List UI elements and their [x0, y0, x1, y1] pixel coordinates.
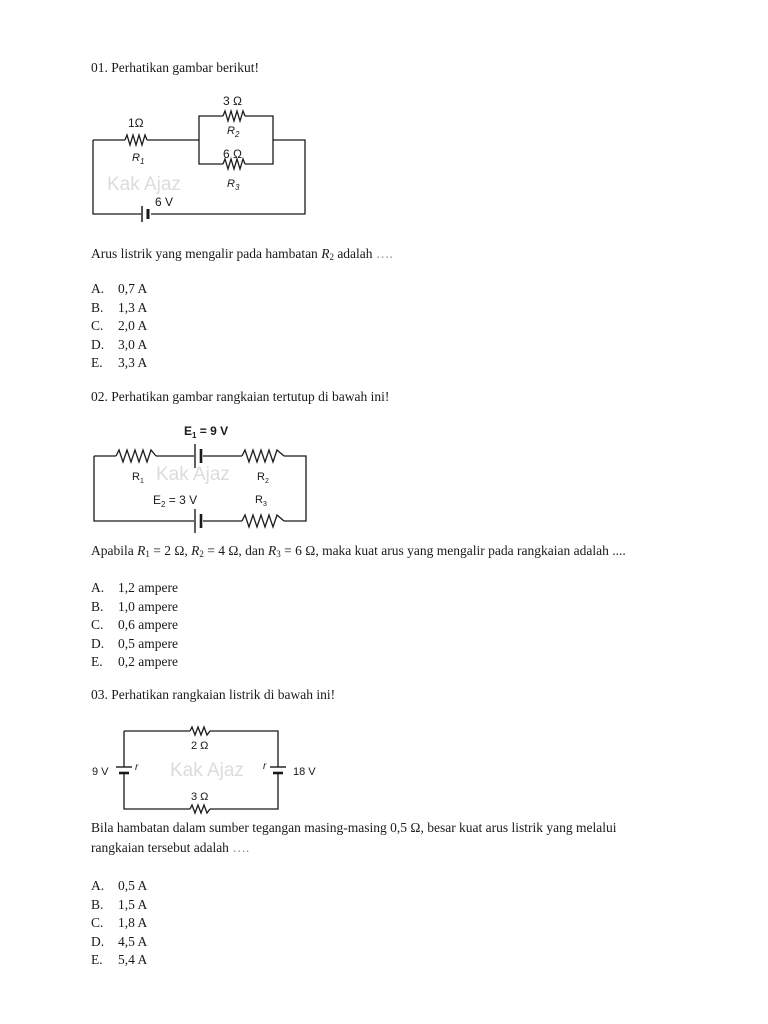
q1-r3-name: $R_3$	[227, 178, 240, 192]
q3-bottom-resistor-label: 3 Ω	[191, 791, 209, 803]
q3-question-line1: Bila hambatan dalam sumber tegangan masing-masing 0,5 Ω, besar kuat arus listrik yang melalui	[91, 820, 617, 835]
q1-r1-value: 1Ω	[128, 116, 144, 130]
q1-r3-value: 6 Ω	[223, 147, 242, 161]
q3-left-internal-r: r	[135, 762, 139, 773]
q3-circuit-diagram	[88, 718, 328, 818]
q1-option-a[interactable]: A. 0,7 A	[91, 281, 148, 296]
q1-watermark: Kak Ajaz	[107, 174, 181, 195]
q2-r2-label: $R_2$	[257, 471, 269, 485]
q3-option-e[interactable]: E. 5,4 A	[91, 952, 148, 967]
q1-option-b[interactable]: B. 1,3 A	[91, 299, 148, 315]
q1-options	[91, 280, 147, 373]
q2-option-a[interactable]: A. 1,2 ampere	[91, 580, 178, 595]
q2-option-d[interactable]: D. 0,5 ampere	[91, 635, 178, 651]
q2-e2-label: $E_2 = 3$ V	[153, 493, 198, 509]
q1-circuit-diagram	[85, 90, 315, 220]
q3-option-c[interactable]: C. 1,8 A	[91, 915, 148, 930]
q3-option-d[interactable]: D. 4,5 A	[91, 933, 148, 949]
q3-title: 03. Perhatikan rangkaian listrik di bawah ini!	[91, 687, 336, 702]
q3-watermark: Kak Ajaz	[170, 760, 244, 781]
q1-option-c[interactable]: C. 2,0 A	[91, 318, 148, 333]
q2-r1-label: $R_1$	[132, 471, 144, 485]
q2-option-c[interactable]: C. 0,6 ampere	[91, 617, 178, 632]
q2-watermark: Kak Ajaz	[156, 464, 230, 485]
q3-right-voltage-label: 18 V	[293, 766, 316, 778]
q3-top-resistor-label: 2 Ω	[191, 740, 209, 752]
q3-question-line2: rangkaian tersebut adalah ….	[91, 840, 250, 855]
q1-battery-label: 6 V	[155, 195, 174, 209]
q3-options	[91, 877, 147, 970]
q3-question-text	[91, 818, 711, 858]
q2-option-e[interactable]: E. 0,2 ampere	[91, 654, 178, 669]
q3-option-a[interactable]: A. 0,5 A	[91, 878, 148, 893]
q2-option-b[interactable]: B. 1,0 ampere	[91, 598, 178, 614]
q2-circuit-diagram	[90, 418, 310, 538]
q1-r1-name: $R_1$	[132, 152, 145, 166]
q1-option-d[interactable]: D. 3,0 A	[91, 336, 148, 352]
q3-left-voltage-label: 9 V	[92, 766, 109, 778]
q2-question-text: Apabila $R_1 = 2$ Ω, $R_2 = 4$ Ω, dan $R_3 = 6$ Ω, maka kuat arus yang mengalir pada rangkaian adalah ....	[91, 543, 626, 559]
q3-right-internal-r: r	[263, 761, 267, 772]
q1-r2-name: $R_2$	[227, 125, 240, 139]
q1-r2-value: 3 Ω	[223, 94, 242, 108]
q2-options	[91, 579, 178, 672]
q3-option-b[interactable]: B. 1,5 A	[91, 896, 148, 912]
q1-title: 01. Perhatikan gambar berikut!	[91, 60, 259, 75]
q2-e1-label: $E_1 = 9$ V	[184, 424, 229, 440]
q1-question-text: Arus listrik yang mengalir pada hambatan $R_2$ adalah ….	[91, 246, 393, 262]
q1-option-e[interactable]: E. 3,3 A	[91, 355, 148, 370]
q2-r3-label: $R_3$	[255, 494, 267, 508]
q2-title: 02. Perhatikan gambar rangkaian tertutup di bawah ini!	[91, 389, 390, 404]
